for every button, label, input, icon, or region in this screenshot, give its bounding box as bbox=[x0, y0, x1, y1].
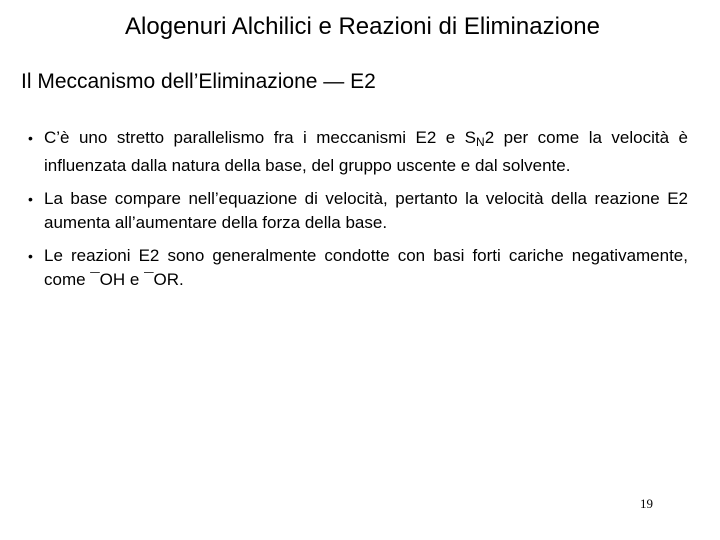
bullet-dot-icon: • bbox=[28, 130, 33, 146]
bullet-item bbox=[28, 187, 688, 235]
bullet-text: Le reazioni E2 sono generalmente condotte con basi forti cariche negativamente, come ¯OH e ¯OR. bbox=[44, 246, 688, 289]
bullet-text-end: 2 per come la velocità è influenzata dalla natura della base, del gruppo uscente e dal solvente. bbox=[44, 128, 688, 175]
subscript-n: N bbox=[476, 135, 485, 149]
bullet-dot-icon: • bbox=[28, 191, 33, 207]
bullet-text-start: C’è uno stretto parallelismo fra i meccanismi E2 e S bbox=[44, 128, 477, 147]
bullet-item bbox=[28, 126, 688, 178]
page-number: 19 bbox=[640, 496, 653, 511]
slide-subtitle: Il Meccanismo dell’Eliminazione — E2 bbox=[21, 70, 376, 93]
bullet-text: La base compare nell’equazione di velocità, pertanto la velocità della reazione E2 aumenta all’aumentare della forza della base. bbox=[44, 189, 688, 232]
bullet-item bbox=[28, 244, 688, 292]
bullet-dot-icon: • bbox=[28, 248, 33, 264]
bullet-list bbox=[28, 126, 688, 301]
slide-title: Alogenuri Alchilici e Reazioni di Eliminazione bbox=[125, 13, 600, 40]
